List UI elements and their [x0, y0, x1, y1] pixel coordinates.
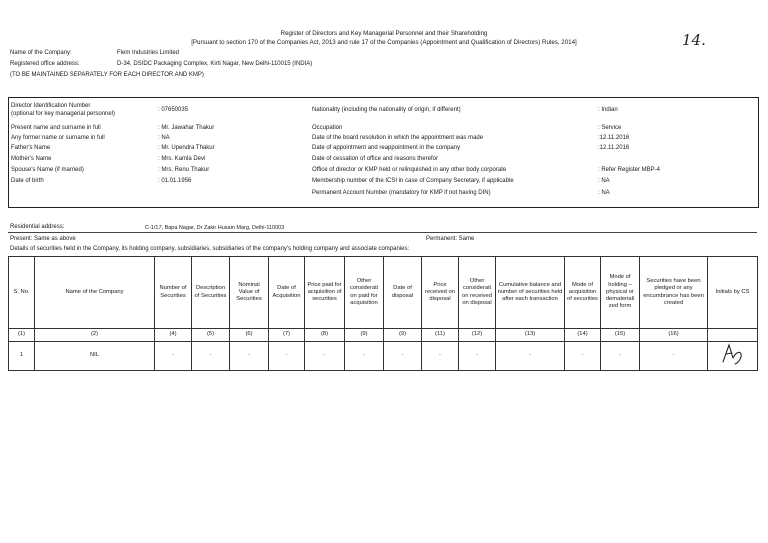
table-cell: - — [565, 342, 601, 371]
address-divider — [8, 232, 757, 233]
table-cell: 1 — [9, 342, 35, 371]
column-header: Initials by CS — [708, 257, 758, 329]
din-label: Director Identification Number — [11, 103, 91, 109]
column-header: Name of the Company — [35, 257, 155, 329]
board-resolution-label: Date of the board resolution in which the appointment was made — [312, 135, 484, 141]
permanent-address: Permanent: Same — [426, 236, 475, 242]
maintain-note: (TO BE MAINTAINED SEPARATELY FOR EACH DIRECTOR AND KMP) — [10, 72, 204, 78]
column-header: Date of Acquisition — [269, 257, 305, 329]
present-name-label: Present name and surname in full — [11, 125, 101, 131]
page-number: 14. — [682, 31, 706, 49]
securities-heading: Details of securities held in the Company, its holding company, subsidiaries, subsidiaries of the company's holding company and associate companies: — [10, 246, 410, 252]
other-office-label: Office of director or KMP held or relinquished in any other body corporate — [312, 167, 507, 173]
column-header: S. No. — [9, 257, 35, 329]
column-number: (9) — [384, 329, 422, 342]
column-number: (12) — [459, 329, 496, 342]
column-number: (2) — [35, 329, 155, 342]
table-cell: NIL — [35, 342, 155, 371]
column-number: (14) — [565, 329, 601, 342]
mother-name-value: : Mrs. Kamla Devi — [158, 156, 206, 162]
appointment-date-label: Date of appointment and reappointment in the company — [312, 145, 461, 151]
column-header: Other considerati on received on disposal — [459, 257, 496, 329]
column-number: (9) — [345, 329, 384, 342]
office-address-label: Registered office address: — [10, 61, 80, 67]
dob-label: Date of birth — [11, 178, 44, 184]
column-number — [708, 329, 758, 342]
office-address-value: D-34, DSIDC Packaging Complex, Kirti Nagar, New Delhi-110015 (INDIA) — [117, 61, 313, 67]
column-header: Number of Securities — [155, 257, 192, 329]
nationality-label: Nationality (including the nationality of origin, if different) — [312, 107, 461, 113]
column-number-row — [9, 329, 758, 342]
table-cell: - — [459, 342, 496, 371]
table-cell: - — [422, 342, 459, 371]
icsi-label: Membership number of the ICSI in case of Company Secretary, if applicable — [312, 178, 514, 184]
table-cell: - — [155, 342, 192, 371]
column-number: (1) — [9, 329, 35, 342]
present-address: Present: Same as above — [10, 236, 76, 242]
former-name-label: Any former name or surname in full — [11, 135, 105, 141]
nationality-value: : Indian — [598, 107, 618, 113]
appointment-date-value: :12.11.2016 — [598, 145, 630, 151]
cessation-label: Date of cessation of office and reasons therefor — [312, 156, 438, 162]
column-number: (11) — [422, 329, 459, 342]
column-header: Mode of holding – physical or demateriali zed form — [601, 257, 640, 329]
column-header: Cumulative balance and number of securities held after each transaction — [496, 257, 565, 329]
table-row — [9, 342, 758, 371]
table-cell: - — [345, 342, 384, 371]
table-cell: - — [192, 342, 230, 371]
column-number: (15) — [601, 329, 640, 342]
column-number: (7) — [269, 329, 305, 342]
column-number: (16) — [640, 329, 708, 342]
spouse-name-value: : Mrs. Renu Thakur — [158, 167, 210, 173]
din-label-note: (optional for key managerial personnel) — [11, 111, 116, 117]
column-number: (4) — [155, 329, 192, 342]
column-header: Other considerati on paid for acquisition — [345, 257, 384, 329]
column-header: Nominal Value of Securities — [230, 257, 269, 329]
pan-label: Permanent Account Number (mandatory for KMP if not having DIN) — [312, 190, 491, 196]
other-office-value: : Refer Register MBP-4 — [598, 167, 661, 173]
column-header: Securities have been pledged or any encumbrance has been created — [640, 257, 708, 329]
initials-signature — [720, 342, 746, 366]
column-header: Mode of acquisition of securities — [565, 257, 601, 329]
table-cell: - — [384, 342, 422, 371]
column-header: Date of disposal — [384, 257, 422, 329]
icsi-value: : NA — [598, 178, 610, 184]
securities-table — [8, 256, 758, 371]
father-name-value: : Mr. Upendra Thakur — [158, 145, 215, 151]
column-number: (8) — [305, 329, 345, 342]
initials-cell — [708, 342, 758, 371]
register-title: Register of Directors and Key Managerial Personnel and their Shareholding — [280, 30, 488, 37]
occupation-label: Occupation — [312, 125, 343, 131]
register-subtitle: [Pursuant to section 170 of the Companies Act, 2013 and rule 17 of the Companies (Appointment and Qualification of Directors) Rules, 2014] — [191, 39, 577, 46]
column-header: Price received on disposal — [422, 257, 459, 329]
residential-address-label: Residential address: — [10, 224, 65, 230]
pan-value: : NA — [598, 190, 610, 196]
table-cell: - — [496, 342, 565, 371]
board-resolution-value: :12.11.2016 — [598, 135, 630, 141]
table-cell: - — [305, 342, 345, 371]
column-number: (13) — [496, 329, 565, 342]
column-number: (6) — [230, 329, 269, 342]
table-cell: - — [269, 342, 305, 371]
present-name-value: : Mr. Jawahar Thakur — [158, 125, 215, 131]
column-header: Description of Securities — [192, 257, 230, 329]
mother-name-label: Mother's Name — [11, 156, 52, 162]
column-number: (5) — [192, 329, 230, 342]
table-cell: - — [640, 342, 708, 371]
column-header: Price paid for acquisition of securities — [305, 257, 345, 329]
company-name-value: Flem Industries Limited — [117, 50, 180, 56]
former-name-value: : NA — [158, 135, 170, 141]
father-name-label: Father's Name — [11, 145, 51, 151]
residential-address-value: C-1/17, Bapa Nagar, Dr Zakir Husain Marg, Delhi-110003 — [145, 225, 285, 231]
spouse-name-label: Spouse's Name (if married) — [11, 167, 84, 173]
table-header-row — [9, 257, 758, 329]
table-cell: - — [230, 342, 269, 371]
occupation-value: : Service — [598, 125, 622, 131]
din-value: : 07650035 — [158, 107, 189, 113]
dob-value: : 01.01.1956 — [158, 178, 192, 184]
company-name-label: Name of the Company: — [10, 50, 72, 56]
table-cell: - — [601, 342, 640, 371]
